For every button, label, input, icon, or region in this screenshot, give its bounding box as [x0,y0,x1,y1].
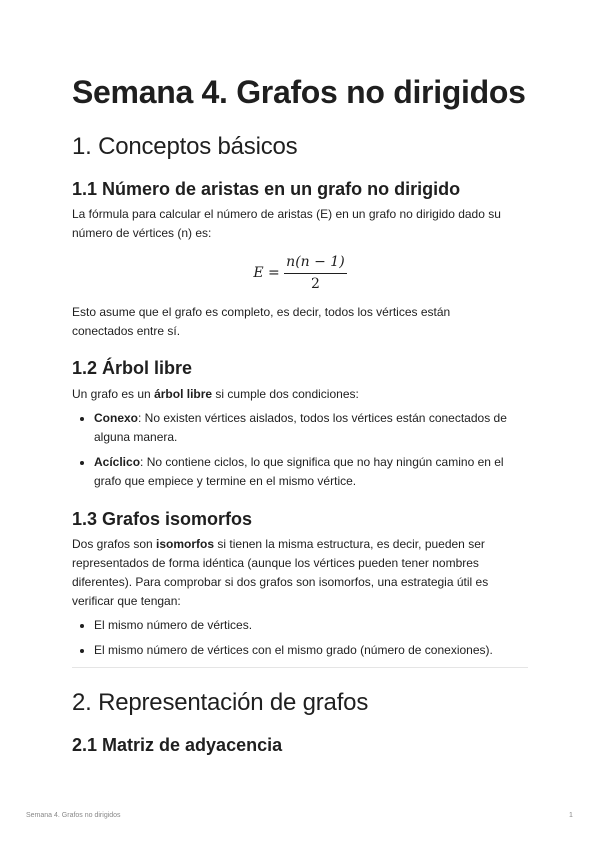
paragraph: Esto asume que el grafo es completo, es decir, todos los vértices están conectados entre sí. [72,305,451,338]
subsection-heading: 1.2 Árbol libre [72,358,193,378]
list-item: Conexo: No existen vértices aislados, todos los vértices están conectados de alguna manera. [72,409,528,447]
page-title: Semana 4. Grafos no dirigidos [72,74,526,110]
subsection-heading: 1.1 Número de aristas en un grafo no dirigido [72,179,461,199]
formula-lhs: E = [253,265,280,281]
page-number: 1 [569,812,573,819]
divider [72,667,528,668]
bullet-list [72,409,528,497]
section-heading: 1. Conceptos básicos [72,133,298,160]
paragraph: Dos grafos son isomorfos si tienen la misma estructura, es decir, pueden ser representados de forma idéntica (aunque los vértices pueden tener nombres diferentes). Para comprobar si dos grafos son isomorfos, una estrategia útil es verificar que tengan: [72,537,489,608]
paragraph: Un grafo es un árbol libre si cumple dos condiciones: [72,387,359,401]
footer-title: Semana 4. Grafos no dirigidos [26,812,121,819]
list-item: El mismo número de vértices. [72,616,532,635]
formula-denominator: 2 [310,276,320,292]
formula [0,254,600,292]
subsection-heading: 1.3 Grafos isomorfos [72,509,253,529]
paragraph: La fórmula para calcular el número de aristas (E) en un grafo no dirigido dado su número de vértices (n) es: [72,207,501,240]
subsection-heading: 2.1 Matriz de adyacencia [72,735,283,755]
bullet-list [72,616,532,666]
list-item: El mismo número de vértices con el mismo grado (número de conexiones). [72,641,532,660]
section-heading: 2. Representación de grafos [72,689,369,716]
formula-numerator: n(n − 1) [284,254,347,274]
list-item: Acíclico: No contiene ciclos, lo que significa que no hay ningún camino en el grafo que empiece y termine en el mismo vértice. [72,453,528,491]
